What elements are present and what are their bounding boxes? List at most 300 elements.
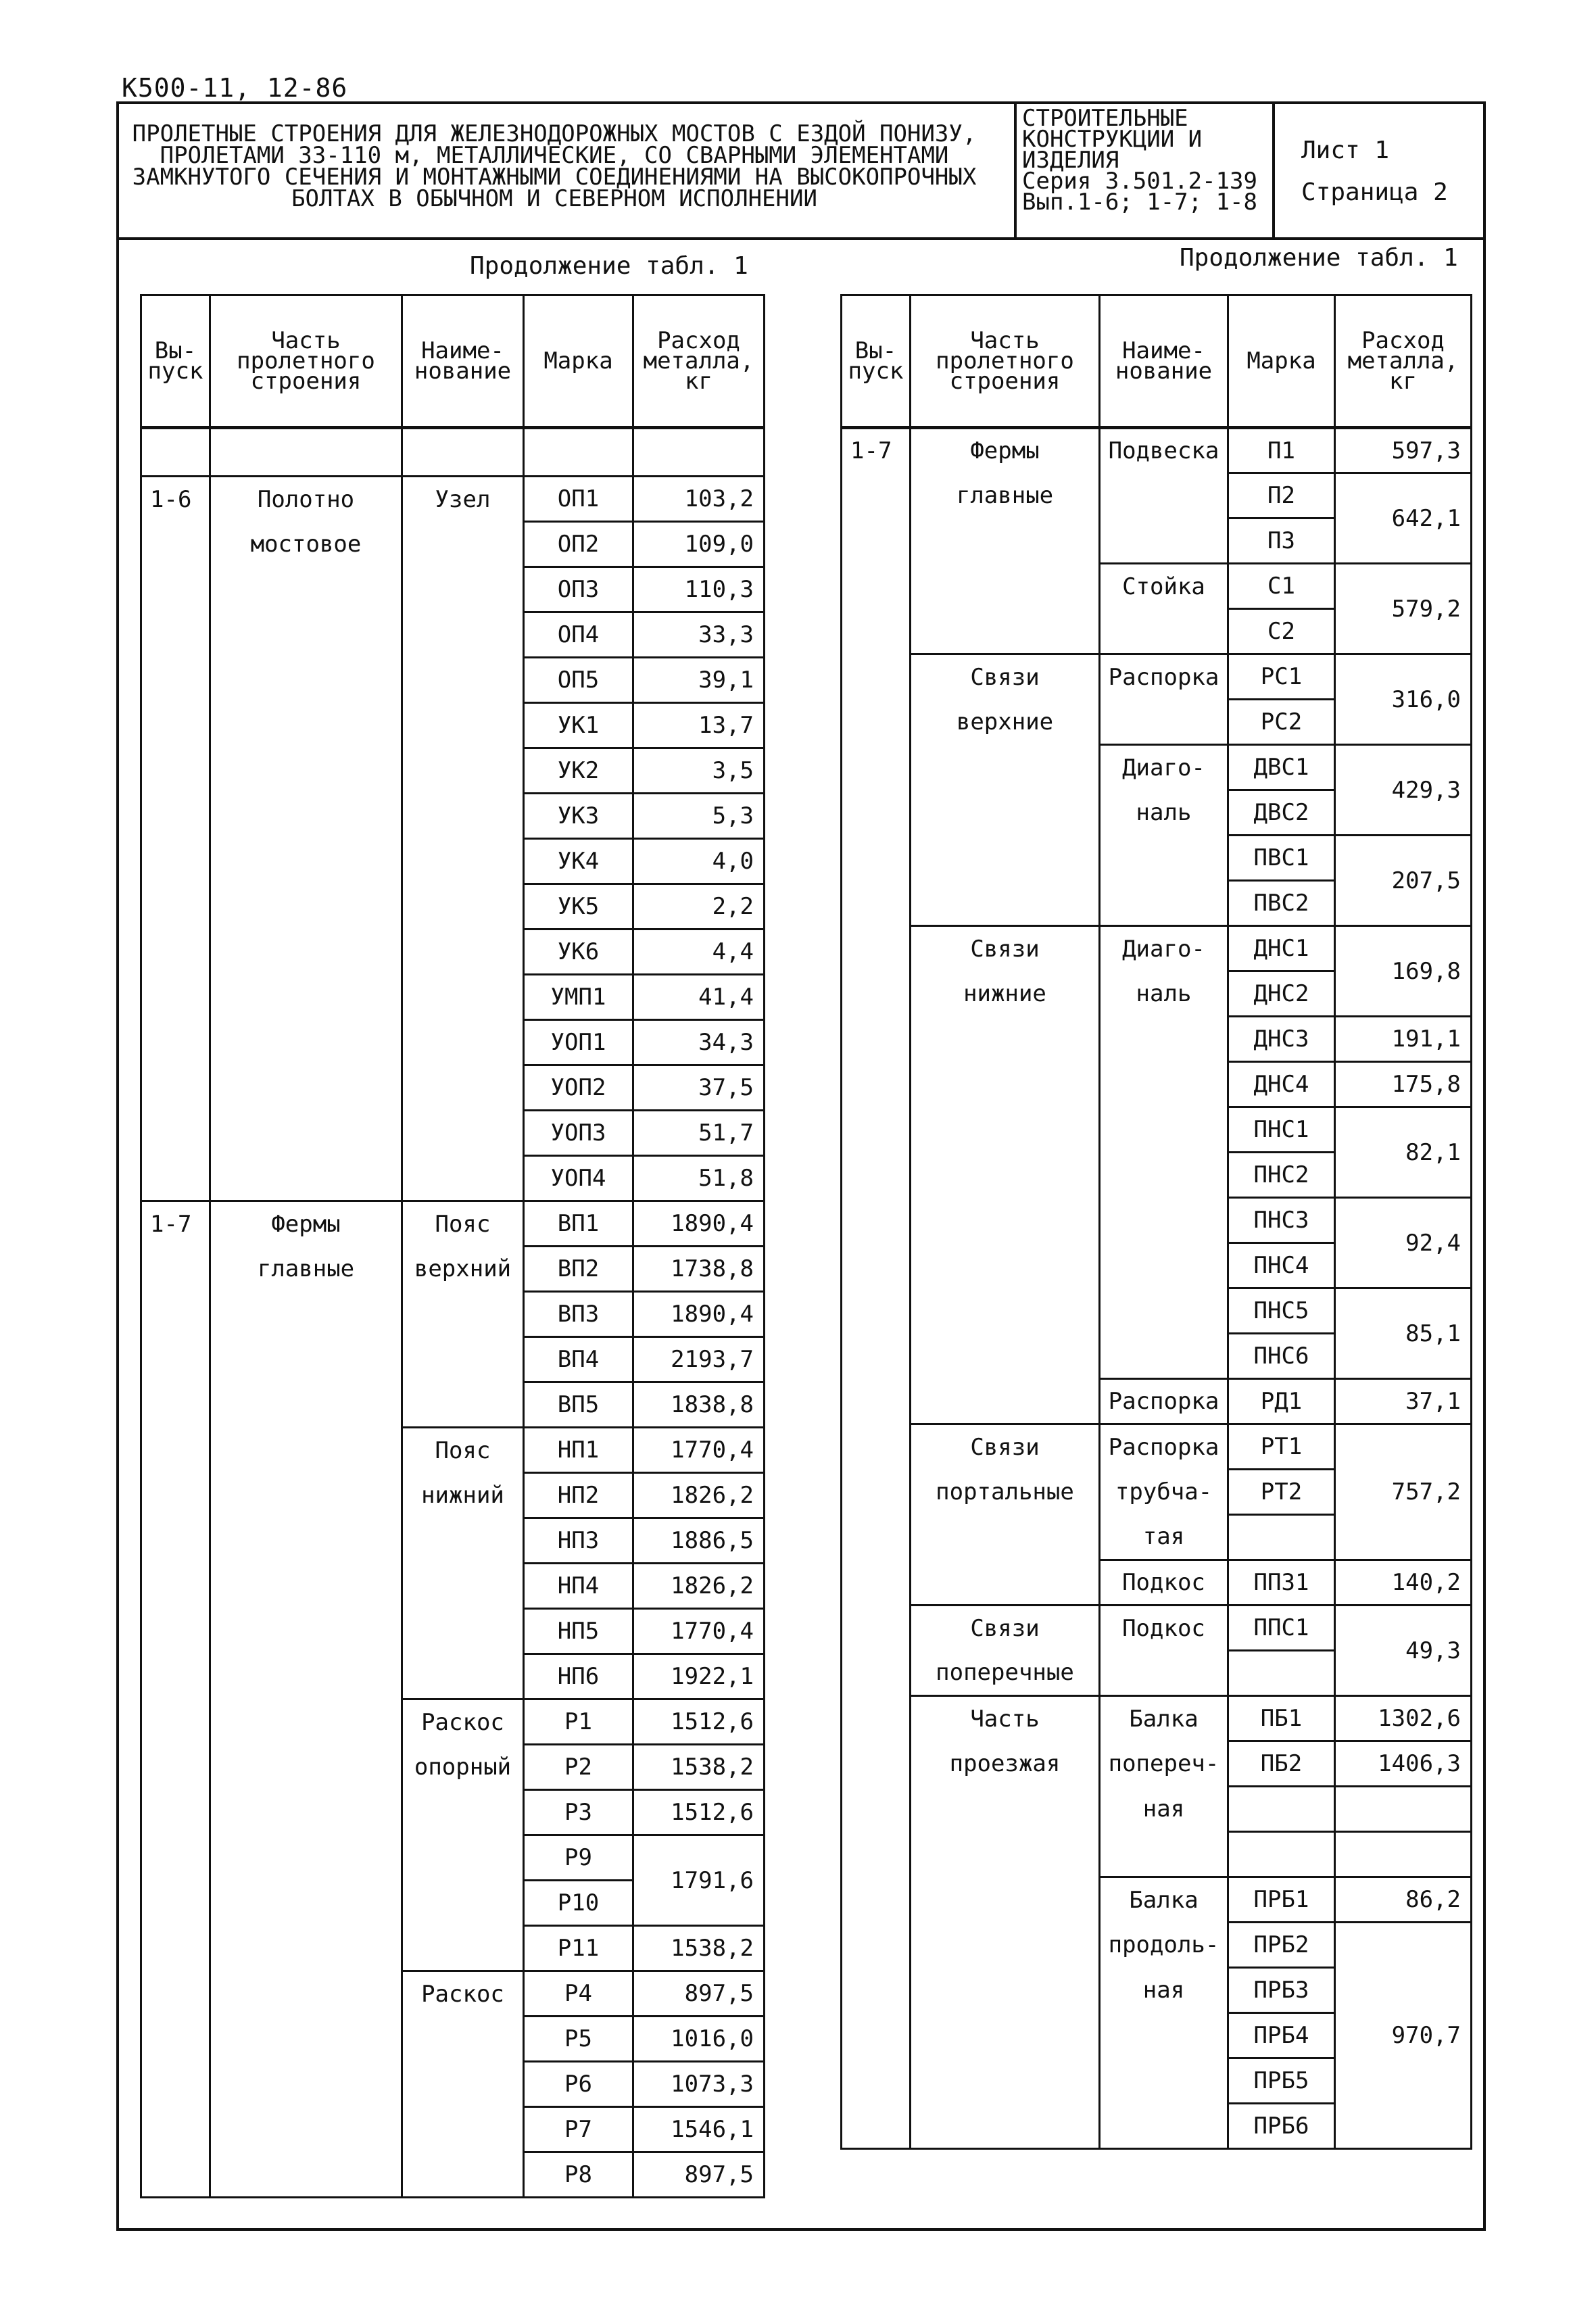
part-cell [210,1926,402,1971]
part-cell [911,790,1100,836]
issue-cell: 1-6 [141,477,210,522]
name-cell [1100,1334,1228,1379]
issue-cell [842,1741,911,1787]
part-cell [911,1243,1100,1288]
mark-cell: ППЗ1 [1228,1560,1335,1606]
issue-cell [141,2107,210,2152]
mark-cell: НП4 [524,1564,633,1609]
col-mass: Расход металла, кг [1335,295,1472,428]
table-row [141,884,765,930]
col-issue: Вы- пуск [141,295,210,428]
mark-cell: УМП1 [524,975,633,1020]
mass-cell: 3,5 [633,748,765,794]
name-cell [402,1609,524,1654]
mass-cell: 2,2 [633,884,765,930]
right-table-caption: Продолжение табл. 1 [1180,244,1458,272]
name-cell [1100,836,1228,881]
mass-cell [1335,1787,1472,1832]
issue-cell [842,1062,911,1107]
mass-cell: 1512,6 [633,1699,765,1745]
document-code: К500-11, 12-86 [122,73,348,103]
name-cell: трубча- [1100,1470,1228,1515]
issue-cell [141,567,210,612]
table-row [842,1379,1472,1424]
mark-cell: РС1 [1228,654,1335,700]
name-cell [1100,1062,1228,1107]
mass-cell: 1890,4 [633,1201,765,1247]
name-cell [402,703,524,748]
issue-cell [842,790,911,836]
col-part: Часть пролетного строения [911,295,1100,428]
name-cell [402,1564,524,1609]
mass-cell: 39,1 [633,658,765,703]
issue-cell [141,1065,210,1111]
name-cell [402,658,524,703]
name-cell: Пояс [402,1428,524,1473]
mass-cell: 37,5 [633,1065,765,1111]
issue-cell [141,839,210,884]
table-row [141,567,765,612]
table-row [141,748,765,794]
mass-cell: 316,0 [1335,654,1472,745]
part-cell [911,518,1100,564]
table-row [842,1062,1472,1107]
name-cell [1100,2058,1228,2104]
issue-cell [141,1518,210,1564]
issue-cell [141,1699,210,1745]
col-part: Часть пролетного строения [210,295,402,428]
mark-cell: УОП2 [524,1065,633,1111]
mark-cell: РТ1 [1228,1424,1335,1470]
table-row [141,1111,765,1156]
mark-cell: ПБ1 [1228,1696,1335,1741]
mark-cell: ОП2 [524,522,633,567]
name-cell [1100,1243,1228,1288]
name-cell: верхний [402,1247,524,1292]
table-row [842,473,1472,518]
mass-cell: 897,5 [633,1971,765,2017]
table-row [141,1382,765,1428]
part-cell [210,930,402,975]
left-spec-table [140,294,765,2198]
title-divider [1014,101,1017,240]
table-row [141,1564,765,1609]
issue-cell [842,564,911,609]
mark-cell: Р8 [524,2152,633,2198]
mass-cell: 1406,3 [1335,1741,1472,1787]
issue-cell [842,1470,911,1515]
part-cell: поперечные [911,1651,1100,1696]
name-cell [402,1020,524,1065]
mass-cell: 103,2 [633,477,765,522]
table-row [842,1606,1472,1651]
issue-cell [141,1790,210,1835]
col-name: Наиме- нование [1100,295,1228,428]
issue-cell [842,654,911,700]
issue-cell [141,975,210,1020]
part-cell: главные [911,473,1100,518]
part-cell [911,1198,1100,1243]
mark-cell: П2 [1228,473,1335,518]
name-cell: Узел [402,477,524,522]
part-cell: Полотно [210,477,402,522]
issue-cell [842,1877,911,1923]
part-cell [911,1832,1100,1877]
issue-cell [842,1243,911,1288]
mark-cell: УОП3 [524,1111,633,1156]
name-cell: Стойка [1100,564,1228,609]
mark-cell: ПРБ1 [1228,1877,1335,1923]
mass-cell: 1016,0 [633,2017,765,2062]
col-name: Наиме- нование [402,295,524,428]
issue-cell [842,2058,911,2104]
name-cell [402,930,524,975]
name-cell: Раскос [402,1971,524,2017]
name-cell: Диаго- [1100,926,1228,971]
mass-cell: 5,3 [633,794,765,839]
table-row [141,1699,765,1745]
part-cell: Фермы [210,1201,402,1247]
mark-cell: С2 [1228,609,1335,654]
mark-cell: ВП5 [524,1382,633,1428]
part-cell [210,1111,402,1156]
mark-cell: П1 [1228,428,1335,473]
part-cell [911,745,1100,790]
issue-cell [842,1696,911,1741]
table-row [141,1156,765,1201]
name-cell [402,567,524,612]
issue-cell [842,1198,911,1243]
part-cell [210,839,402,884]
part-cell [210,975,402,1020]
table-row [141,975,765,1020]
name-cell [1100,881,1228,926]
mark-cell: УОП1 [524,1020,633,1065]
name-cell [402,1881,524,1926]
issue-cell [842,2104,911,2149]
issue-cell [842,700,911,745]
name-cell: Распорка [1100,654,1228,700]
mass-cell: 1738,8 [633,1247,765,1292]
part-cell [911,881,1100,926]
name-cell [402,794,524,839]
table-row [141,2152,765,2198]
part-cell [210,1564,402,1609]
table-row [141,2107,765,2152]
table-row [842,1017,1472,1062]
mark-cell: ОП4 [524,612,633,658]
name-cell: наль [1100,971,1228,1017]
table-row [842,1832,1472,1877]
mass-cell: 1890,4 [633,1292,765,1337]
issue-cell [842,745,911,790]
issue-cell [842,1606,911,1651]
issue-cell [141,658,210,703]
mark-cell: ДНС4 [1228,1062,1335,1107]
mark-cell: ПНС2 [1228,1153,1335,1198]
mass-cell: 429,3 [1335,745,1472,836]
part-cell [210,1020,402,1065]
mass-cell: 1791,6 [633,1835,765,1926]
part-cell [210,1337,402,1382]
part-cell [210,1745,402,1790]
name-cell [402,2152,524,2198]
issue-cell [141,1881,210,1926]
name-cell [402,1926,524,1971]
name-cell [1100,2104,1228,2149]
issue-cell [141,1609,210,1654]
issue-cell [141,1111,210,1156]
name-cell [1100,473,1228,518]
table-row [842,654,1472,700]
table-row [842,1696,1472,1741]
mass-cell: 4,4 [633,930,765,975]
part-cell [210,2107,402,2152]
part-cell [911,2013,1100,2058]
mass-cell: 757,2 [1335,1424,1472,1560]
issue-cell [141,2062,210,2107]
part-cell [911,609,1100,654]
mark-cell: ДНС2 [1228,971,1335,1017]
part-cell: Часть [911,1696,1100,1741]
table-row [842,926,1472,971]
name-cell [402,884,524,930]
part-cell: нижние [911,971,1100,1017]
name-cell: Раскос [402,1699,524,1745]
issue-cell [842,881,911,926]
issue-cell [141,703,210,748]
table-row [141,1201,765,1247]
mass-cell: 92,4 [1335,1198,1472,1288]
part-cell [210,1428,402,1473]
mark-cell: ВП4 [524,1337,633,1382]
name-cell: ная [1100,1968,1228,2013]
table-row [842,1107,1472,1153]
issue-cell [842,473,911,518]
mark-cell: УК3 [524,794,633,839]
table-row [141,1337,765,1382]
name-cell: Пояс [402,1201,524,1247]
title-divider [1272,101,1275,240]
part-cell [911,1923,1100,1968]
issue-cell [141,930,210,975]
issue-cell [842,1832,911,1877]
mass-cell: 13,7 [633,703,765,748]
part-cell [210,1065,402,1111]
name-cell: Балка [1100,1877,1228,1923]
issue-cell [842,1923,911,1968]
part-cell [911,1379,1100,1424]
part-cell [210,703,402,748]
page-number: Страница 2 [1301,178,1448,206]
name-cell [402,1292,524,1337]
mass-cell: 1770,4 [633,1428,765,1473]
mass-cell: 597,3 [1335,428,1472,473]
name-cell: попереч- [1100,1741,1228,1787]
table-row [141,794,765,839]
table-row [141,1473,765,1518]
mark-cell: НП5 [524,1609,633,1654]
part-cell [210,2152,402,2198]
mark-cell: УК5 [524,884,633,930]
issue-cell [842,1334,911,1379]
part-cell [911,2058,1100,2104]
mass-cell: 86,2 [1335,1877,1472,1923]
name-cell [1100,1288,1228,1334]
mass-cell: 1538,2 [633,1926,765,1971]
part-cell [210,2062,402,2107]
sheet-number: Лист 1 [1301,137,1390,164]
table-row [842,836,1472,881]
mass-cell: 169,8 [1335,926,1472,1017]
part-cell [210,1881,402,1926]
name-cell [402,1382,524,1428]
mark-cell: ПБ2 [1228,1741,1335,1787]
header-row [141,295,765,428]
part-cell: Связи [911,654,1100,700]
issue-cell: 1-7 [842,428,911,473]
mass-cell: 1886,5 [633,1518,765,1564]
name-cell: Распорка [1100,1379,1228,1424]
table-row [141,1065,765,1111]
name-cell [1100,1153,1228,1198]
issue-cell [842,1515,911,1560]
table-row [141,1020,765,1065]
mark-cell: Р5 [524,2017,633,2062]
issue-cell [842,971,911,1017]
part-cell [911,836,1100,881]
mass-cell: 41,4 [633,975,765,1020]
part-cell [210,1292,402,1337]
name-cell: Подвеска [1100,428,1228,473]
mark-cell: Р7 [524,2107,633,2152]
name-cell: опорный [402,1745,524,1790]
mass-cell: 897,5 [633,2152,765,2198]
mark-cell: ПРБ3 [1228,1968,1335,2013]
mass-cell: 191,1 [1335,1017,1472,1062]
part-cell [210,884,402,930]
name-cell: продоль- [1100,1923,1228,1968]
name-cell [402,1790,524,1835]
mass-cell: 175,8 [1335,1062,1472,1107]
mark-cell: П3 [1228,518,1335,564]
mark-cell: ДВС1 [1228,745,1335,790]
mass-cell: 1826,2 [633,1564,765,1609]
name-cell [402,2017,524,2062]
mass-cell: 49,3 [1335,1606,1472,1696]
mark-cell: ПВС1 [1228,836,1335,881]
part-cell [210,1473,402,1518]
mark-cell [1228,1651,1335,1696]
mark-cell: ПНС5 [1228,1288,1335,1334]
issue-cell [842,1288,911,1334]
table-row [842,564,1472,609]
name-cell [402,2062,524,2107]
part-cell [911,564,1100,609]
mark-cell: Р9 [524,1835,633,1881]
issue-cell [842,1560,911,1606]
part-cell [911,1968,1100,2013]
name-cell [402,1337,524,1382]
name-cell [1100,2013,1228,2058]
series-info: СТРОИТЕЛЬНЫЕ КОНСТРУКЦИИ И ИЗДЕЛИЯ Серия 3.501.2-139 Вып.1-6; 1-7; 1-8 [1022,105,1257,216]
mark-cell: Р6 [524,2062,633,2107]
issue-cell [141,1337,210,1382]
issue-cell [141,1473,210,1518]
issue-cell [141,2152,210,2198]
issue-cell [141,2017,210,2062]
name-cell [402,1654,524,1699]
table-row [141,703,765,748]
table-row [141,658,765,703]
table-row [141,1654,765,1699]
name-cell [1100,700,1228,745]
name-cell [1100,1651,1228,1696]
table-row [141,1292,765,1337]
part-cell: портальные [911,1470,1100,1515]
issue-cell [141,794,210,839]
table-row [842,1787,1472,1832]
issue-cell [141,1926,210,1971]
part-cell [210,1156,402,1201]
name-cell [1100,1832,1228,1877]
name-cell: наль [1100,790,1228,836]
left-table-caption: Продолжение табл. 1 [470,252,748,280]
mark-cell: НП2 [524,1473,633,1518]
part-cell: Связи [911,1424,1100,1470]
issue-cell [842,1379,911,1424]
name-cell [402,1518,524,1564]
issue-cell [141,1654,210,1699]
issue-cell [842,1107,911,1153]
mark-cell: Р11 [524,1926,633,1971]
name-cell [402,839,524,884]
issue-cell [842,1017,911,1062]
mark-cell: НП6 [524,1654,633,1699]
mass-cell: 579,2 [1335,564,1472,654]
part-cell [210,612,402,658]
sheet-info [1301,130,1448,214]
name-cell: нижний [402,1473,524,1518]
part-cell [911,1062,1100,1107]
mass-cell: 1546,1 [633,2107,765,2152]
table-row [141,1835,765,1881]
issue-cell [141,522,210,567]
part-cell [210,748,402,794]
part-cell [210,567,402,612]
name-cell [1100,518,1228,564]
part-cell [210,1654,402,1699]
table-row [842,1424,1472,1470]
table-row [141,612,765,658]
mark-cell: ПВС2 [1228,881,1335,926]
table-row [141,930,765,975]
issue-cell [141,1247,210,1292]
issue-cell [141,748,210,794]
mass-cell: 82,1 [1335,1107,1472,1198]
part-cell [210,1699,402,1745]
mass-cell: 970,7 [1335,1923,1472,2149]
mark-cell: ОП5 [524,658,633,703]
mark-cell: ДВС2 [1228,790,1335,836]
mass-cell: 85,1 [1335,1288,1472,1379]
part-cell: Фермы [911,428,1100,473]
mass-cell: 34,3 [633,1020,765,1065]
mark-cell: НП1 [524,1428,633,1473]
mark-cell: ПРБ6 [1228,2104,1335,2149]
table-row [141,1518,765,1564]
issue-cell [141,612,210,658]
